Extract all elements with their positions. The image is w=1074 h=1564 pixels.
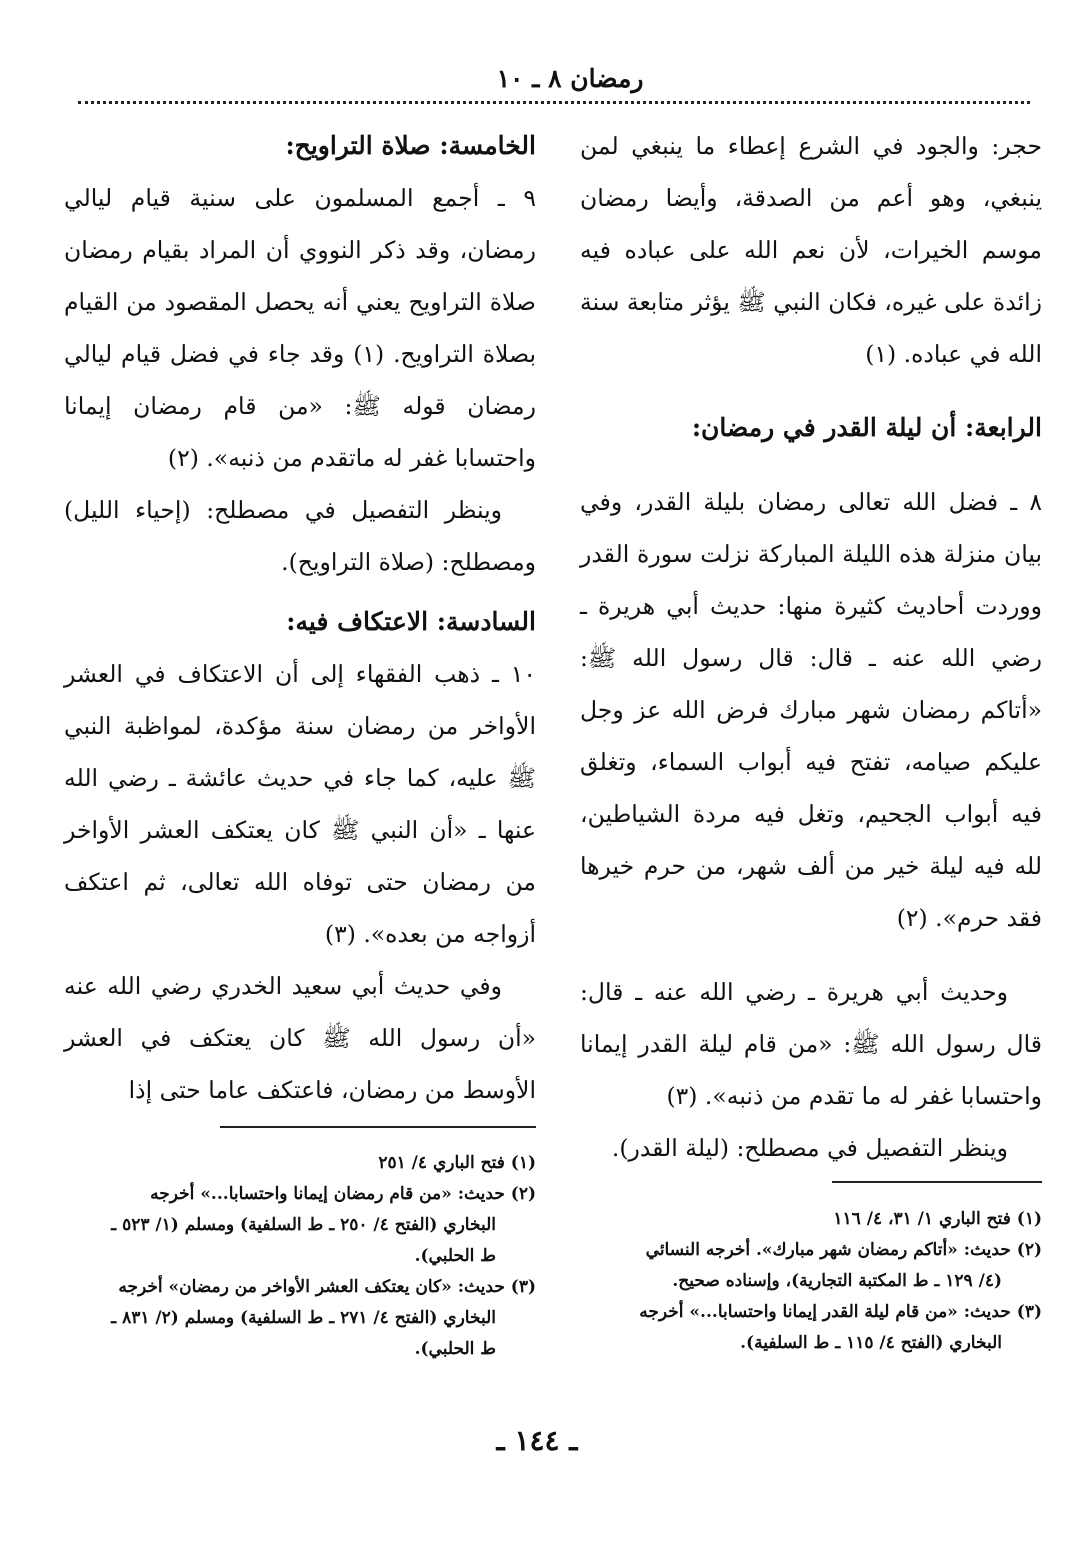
paragraph-generosity: حجر: والجود في الشرع إعطاء ما ينبغي لمن ينبغي، وهو أعم من الصدقة، وأيضا رمضان موسم الخيرات، لأن نعم الله على عباده فيه زائدة على غيره، فكان النبي ﷺ يؤثر متابعة سنة الله في عباده. (١) — [580, 132, 1042, 368]
footnote-2-continued: (٤/ ١٢٩ ـ ط المكتبة التجارية)، وإسناده صحيح. — [672, 1271, 1002, 1291]
footnote-2-continued: البخاري (الفتح ٤/ ٢٥٠ ـ ط السلفية) ومسلم (١/ ٥٢٣ ـ — [111, 1215, 496, 1235]
paragraph-10-hadith: وفي حديث أبي سعيد الخدري رضي الله عنه «أن رسول الله ﷺ كان يعتكف في العشر الأوسط من رمضان، فاعتكف عاما حتى إذا — [64, 972, 536, 1104]
paragraph-8-hadith: وحديث أبي هريرة ـ رضي الله عنه ـ قال: قال رسول الله ﷺ: «من قام ليلة القدر إيمانا واحتسابا غفر له ما تقدم من ذنبه». (٣) — [580, 978, 1042, 1110]
footnote-3: (٣) حديث: «من قام ليلة القدر إيمانا واحتسابا...» أخرجه — [639, 1302, 1042, 1322]
footnote-2-continued-2: ط الحلبي). — [414, 1246, 496, 1266]
heading-fourth-laylat-al-qadr: الرابعة: أن ليلة القدر في رمضان: — [691, 413, 1042, 442]
heading-fifth-tarawih: الخامسة: صلاة التراويح: — [285, 131, 536, 160]
footnote-3-continued: البخاري (الفتح ٤/ ٢٧١ ـ ط السلفية) ومسلم (٢/ ٨٣١ ـ — [111, 1308, 496, 1328]
footnote-rule-right — [832, 1181, 1042, 1183]
running-header: رمضان ٨ ـ ١٠ — [496, 64, 644, 93]
footnote-1: (١) فتح الباري ١/ ٣١، ٤/ ١١٦ — [833, 1209, 1042, 1229]
footnotes-right — [580, 1204, 1042, 1359]
footnote-rule-left — [220, 1126, 536, 1128]
header-dotted-rule — [78, 101, 1030, 104]
paragraph-8: ٨ ـ فضل الله تعالى رمضان بليلة القدر، وفي بيان منزلة هذه الليلة المباركة نزلت سورة القدر ووردت أحاديث كثيرة منها: حديث أبي هريرة ـ رضي الله عنه ـ قال: قال رسول الله ﷺ: «أتاكم رمضان شهر مبارك فرض الله عز وجل عليكم صيامه، تفتح فيه أبواب السماء، وتغلق فيه أبواب الجحيم، وتغل فيه مردة الشياطين، لله فيه ليلة خير من ألف شهر، من حرم خيرها فقد حرم». (٢) — [580, 488, 1042, 932]
footnote-3-continued-2: ط الحلبي). — [414, 1339, 496, 1359]
footnote-1: (١) فتح الباري ٤/ ٢٥١ — [378, 1153, 536, 1173]
paragraph-10: ١٠ ـ ذهب الفقهاء إلى أن الاعتكاف في العشر الأواخر من رمضان سنة مؤكدة، لمواظبة النبي ﷺ عليه، كما جاء في حديث عائشة ـ رضي الله عنها ـ «أن النبي ﷺ كان يعتكف العشر الأواخر من رمضان حتى توفاه الله تعالى، ثم اعتكف أزواجه من بعده». (٣) — [64, 660, 536, 948]
footnote-2: (٢) حديث: «أتاكم رمضان شهر مبارك». أخرجه النسائي — [645, 1240, 1042, 1260]
footnotes-left — [64, 1148, 536, 1365]
paragraph-8-reference: وينظر التفصيل في مصطلح: (ليلة القدر). — [611, 1134, 1008, 1162]
left-column — [64, 120, 536, 1116]
heading-sixth-itikaf: السادسة: الاعتكاف فيه: — [286, 607, 536, 636]
footnote-3: (٣) حديث: «كان يعتكف العشر الأواخر من رمضان» أخرجه — [118, 1277, 536, 1297]
paragraph-9: ٩ ـ أجمع المسلمون على سنية قيام ليالي رمضان، وقد ذكر النووي أن المراد بقيام رمضان صلاة التراويح يعني أنه يحصل المقصود من القيام بصلاة التراويح. (١) وقد جاء في فضل قيام ليالي رمضان قوله ﷺ: «من قام رمضان إيمانا واحتسابا غفر له ماتقدم من ذنبه». (٢) — [64, 184, 536, 472]
footnote-3-continued: البخاري (الفتح ٤/ ١١٥ ـ ط السلفية). — [740, 1333, 1002, 1353]
right-column — [580, 120, 1042, 1174]
page-number: ـ ١٤٤ ـ — [496, 1424, 578, 1457]
paragraph-9-reference: وينظر التفصيل في مصطلح: (إحياء الليل) ومصطلح: (صلاة التراويح). — [64, 496, 536, 576]
footnote-2: (٢) حديث: «من قام رمضان إيمانا واحتسابا...» أخرجه — [150, 1184, 536, 1204]
